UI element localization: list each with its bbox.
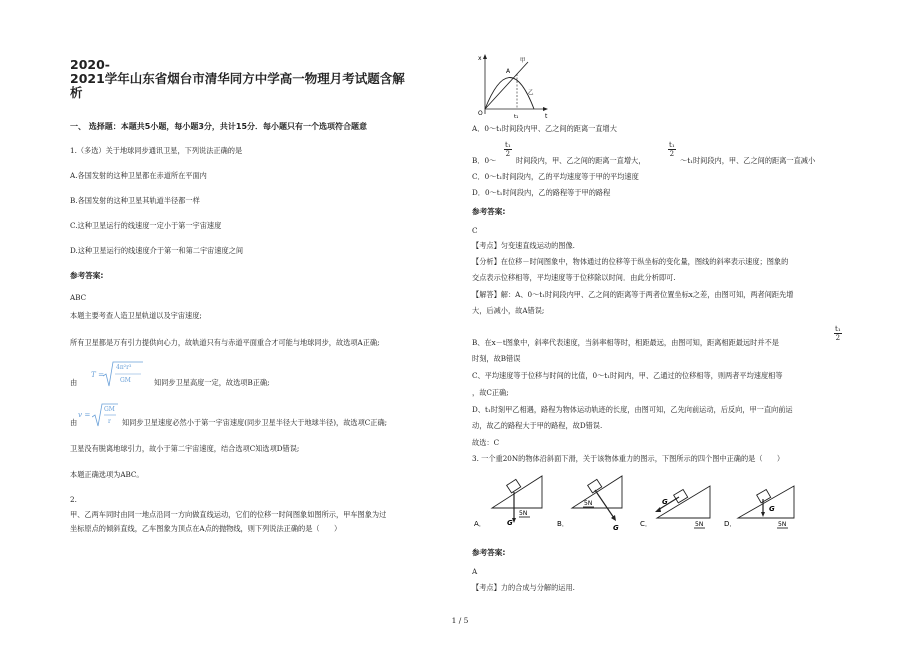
q2-frac1-den: 2: [505, 150, 511, 158]
q2-frac2-den: 2: [669, 150, 675, 158]
q2-solution-d: D、t₁时刻甲乙相遇，路程为物体运动轨迹的长度，由图可知，乙先向前运动，后反向，甲一直向前运: [472, 405, 793, 414]
q1-f2-den: r: [108, 418, 111, 425]
q1-option-a: A.各国发射的这种卫星都在赤道所在平面内: [70, 171, 207, 180]
q2-analysis-1: 【分析】在位移－时间图象中，物体通过的位移等于纵坐标的变化量，图线的斜率表示速度；图象的: [472, 257, 789, 266]
q3-answer: A: [472, 567, 478, 576]
diagram-d: [724, 486, 794, 528]
q2-frac1-num: t₁: [505, 141, 511, 149]
graph-t1-label: t₁: [514, 114, 519, 120]
q2-solution-c2: ，故C正确;: [472, 388, 509, 397]
q2-frac-1: [504, 141, 512, 158]
page-number: 1 / 5: [451, 616, 469, 625]
q1-option-d: D.这种卫星运行的线速度介于第一和第二宇宙速度之间: [70, 246, 244, 255]
q2-stem-line2: 坐标原点的倾斜直线，乙车图象为顶点在A点的抛物线，则下列说法正确的是（ ）: [70, 524, 342, 533]
g-label-c: G: [662, 498, 668, 506]
q1-f2-lhs: v =: [78, 410, 91, 419]
q2-frac3-num: t₁: [835, 325, 841, 333]
q2-option-a: A．0～t₁时间段内甲、乙之间的距离一直增大: [472, 124, 617, 133]
q2-choice: 故选：C: [472, 438, 500, 447]
q2-answer: C: [472, 226, 478, 235]
label-b: B．: [557, 520, 569, 528]
arrow-head-b-icon: [611, 515, 616, 521]
title-line3: 析: [70, 85, 83, 100]
x-arrow-icon: [543, 107, 548, 111]
q1-exp4: 本题正确选项为ABC。: [70, 470, 144, 479]
diagram-a: [474, 476, 542, 528]
q2-analysis-2: 交点表示位移相等，平均速度等于位移除以时间．由此分析即可.: [472, 273, 676, 282]
q2-ref-label: 参考答案:: [472, 207, 506, 216]
arrow-head-d-icon: [761, 512, 765, 517]
label-a: A．: [474, 520, 486, 528]
q1-f2-prefix: 由: [70, 418, 78, 427]
q2-solution-d2: 动，故乙的路程大于甲的路程，故D错误.: [472, 421, 603, 430]
scale-b: 5N: [584, 500, 593, 507]
q1-ref-label: 参考答案:: [70, 271, 104, 280]
q2-kaodian: 【考点】匀变速直线运动的图像.: [472, 241, 575, 250]
arrow-head-c-icon: [655, 507, 661, 512]
q3-stem: 3. 一个重20N的物体沿斜面下滑，关于该物体重力的图示，下图所示的四个图中正确的是（ ）: [472, 454, 785, 463]
q2-solution-1: 【解答】解：A、0～t₁时间段内甲、乙之间的距离等于两者位置坐标x之差，由图可知，两者间距先增: [472, 290, 794, 299]
q1-f2-text: 知同步卫星速度必然小于第一宇宙速度(同步卫星半径大于地球半径)，故选项C正确;: [122, 418, 388, 427]
graph-point-a: A: [506, 68, 511, 75]
q3-diagrams: [472, 468, 832, 538]
q2-solution-b: B、在x－t图象中，斜率代表速度，当斜率相等时，相距最远，由图可知，距离相距最远时并不是: [472, 338, 779, 347]
q1-exp3: 卫星没有脱离地球引力，故小于第二宇宙速度，结合选项C知选项D错误;: [70, 444, 300, 453]
q1-answer: ABC: [70, 293, 87, 302]
graph-x-label: t: [545, 113, 548, 120]
q2-solution-b2: 时刻，故B错误: [472, 354, 521, 363]
block-b: [588, 479, 602, 493]
q2-frac-3: [834, 325, 842, 342]
graph-jia-label: 甲: [520, 58, 526, 64]
q3-kaodian: 【考点】力的合成与分解的运用.: [472, 583, 575, 592]
q1-f1-den: GM: [120, 377, 131, 384]
q2-solution-2: 大，后减小，故A错误;: [472, 306, 545, 315]
q2-frac3-den: 2: [835, 334, 841, 342]
q1-f1-lhs: T =: [91, 370, 105, 379]
xt-graph: [476, 52, 551, 120]
q1-exp2: 所有卫星都是万有引力提供向心力，故轨道只有与赤道平面重合才可能与地球同步，故选项A正确;: [70, 338, 380, 347]
label-c: C．: [640, 520, 652, 528]
q2-frac2-num: t₁: [669, 141, 675, 149]
q1-f2-num: GM: [104, 406, 115, 413]
q1-f1-sqrt: [103, 360, 143, 388]
scale-c: 5N: [695, 521, 704, 528]
q2-option-b-mid: 时间段内，甲、乙之间的距离一直增大，: [516, 156, 646, 165]
q3-ref-label: 参考答案:: [472, 548, 506, 557]
y-arrow-icon: [483, 54, 487, 59]
q1-stem: 1.（多选）关于地球同步通讯卫星，下列说法正确的是: [70, 146, 243, 155]
scale-a: 5N: [519, 510, 528, 517]
q1-f1-text: 知同步卫星高度一定，故选项B正确;: [154, 378, 270, 387]
q1-exp1: 本题主要考查人造卫星轨道以及宇宙速度;: [70, 311, 202, 320]
q2-number: 2.: [70, 495, 77, 504]
q2-option-d: D．0～t₁时间段内，乙的路程等于甲的路程: [472, 188, 611, 197]
q2-option-b-pre: B．0～: [472, 156, 497, 165]
q1-option-c: C.这种卫星运行的线速度一定小于第一宇宙速度: [70, 221, 222, 230]
graph-y-label: x: [478, 55, 482, 62]
q2-solution-c: C、平均速度等于位移与时间的比值，0～t₁时间内，甲、乙通过的位移相等，则两者平均速度相等: [472, 371, 783, 380]
q2-frac-2: [668, 141, 676, 158]
q1-option-b: B.各国发射的这种卫星其轨道半径都一样: [70, 196, 200, 205]
diagram-b: [557, 476, 622, 532]
title-line2: 2021学年山东省烟台市清华同方中学高一物理月考试题含解: [70, 71, 405, 86]
section-heading: 一、 选择题：本题共5小题，每小题3分，共计15分．每小题只有一个选项符合题意: [70, 122, 368, 131]
diagram-c: [640, 486, 710, 528]
title-line1: 2020-: [70, 57, 110, 72]
g-label-b: G: [613, 524, 619, 532]
q1-f1-prefix: 由: [70, 378, 78, 387]
q1-f2-sqrt: [92, 402, 118, 428]
q2-option-c: C．0～t₁时间段内，乙的平均速度等于甲的平均速度: [472, 172, 639, 181]
q2-stem-line1: 甲、乙两车同时由同一地点沿同一方向做直线运动，它们的位移一时间图象如图所示，甲车图象为过: [70, 510, 387, 519]
label-d: D．: [724, 520, 737, 528]
g-label-a: G: [507, 519, 513, 527]
graph-origin: O: [478, 110, 483, 117]
q2-option-b-end: ～t₁时间段内，甲、乙之间的距离一直减小: [680, 156, 816, 165]
graph-yi-label: 乙: [528, 90, 534, 96]
scale-d: 5N: [778, 521, 787, 528]
g-label-d: G: [769, 505, 775, 513]
gravity-arrow-b: [595, 490, 614, 518]
q1-f1-num: 4π²r³: [116, 364, 132, 371]
